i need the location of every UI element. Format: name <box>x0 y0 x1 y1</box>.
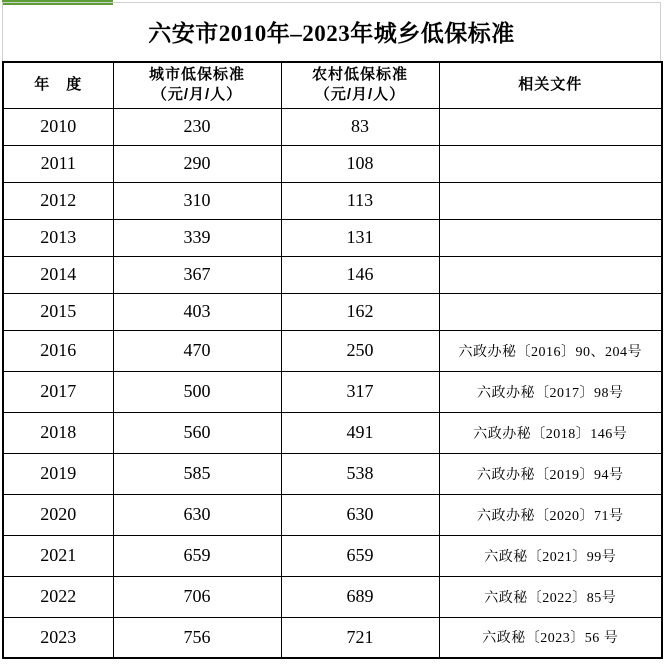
year-cell: 2012 <box>3 182 113 219</box>
related-document-cell: 六政办秘〔2016〕90、204号 <box>439 330 662 371</box>
rural-standard-cell: 146 <box>281 256 439 293</box>
related-document-cell: 六政办秘〔2019〕94号 <box>439 453 662 494</box>
col-header-rural-line1: 农村低保标准 <box>311 66 408 83</box>
rural-standard-cell: 250 <box>281 330 439 371</box>
table-row <box>3 494 662 535</box>
col-header-rural-standard <box>281 62 439 108</box>
year-cell: 2021 <box>3 535 113 576</box>
col-header-related-documents-label: 相关文件 <box>518 76 583 94</box>
col-header-urban-line2: （元/月/人） <box>151 86 243 104</box>
table-body <box>3 108 662 658</box>
related-document-cell <box>439 219 662 256</box>
table-row <box>3 108 662 145</box>
urban-standard-cell: 230 <box>113 108 281 145</box>
table-row <box>3 293 662 330</box>
header-row <box>3 62 662 108</box>
col-header-related-documents <box>439 62 662 108</box>
urban-standard-cell: 560 <box>113 412 281 453</box>
urban-standard-cell: 367 <box>113 256 281 293</box>
table-area <box>2 2 661 659</box>
table-row <box>3 219 662 256</box>
rural-standard-cell: 659 <box>281 535 439 576</box>
table-row <box>3 256 662 293</box>
col-header-year-label: 年 度 <box>34 76 83 94</box>
related-document-cell: 六政秘〔2023〕56 号 <box>439 617 662 658</box>
table-row <box>3 576 662 617</box>
urban-standard-cell: 756 <box>113 617 281 658</box>
col-header-year <box>3 62 113 108</box>
urban-standard-cell: 290 <box>113 145 281 182</box>
rural-standard-cell: 162 <box>281 293 439 330</box>
urban-standard-cell: 403 <box>113 293 281 330</box>
rural-standard-cell: 630 <box>281 494 439 535</box>
table-row <box>3 145 662 182</box>
related-document-cell <box>439 256 662 293</box>
year-cell: 2013 <box>3 219 113 256</box>
urban-standard-cell: 659 <box>113 535 281 576</box>
rural-standard-cell: 689 <box>281 576 439 617</box>
rural-standard-cell: 538 <box>281 453 439 494</box>
col-header-rural-line2: （元/月/人） <box>314 86 406 104</box>
year-cell: 2016 <box>3 330 113 371</box>
col-header-urban-line1: 城市低保标准 <box>148 66 245 83</box>
related-document-cell: 六政秘〔2022〕85号 <box>439 576 662 617</box>
table-row <box>3 412 662 453</box>
table-row <box>3 182 662 219</box>
urban-standard-cell: 706 <box>113 576 281 617</box>
table-row <box>3 617 662 658</box>
related-document-cell: 六政办秘〔2018〕146号 <box>439 412 662 453</box>
rural-standard-cell: 83 <box>281 108 439 145</box>
rural-standard-cell: 108 <box>281 145 439 182</box>
urban-standard-cell: 630 <box>113 494 281 535</box>
related-document-cell: 六政办秘〔2020〕71号 <box>439 494 662 535</box>
year-cell: 2020 <box>3 494 113 535</box>
col-header-urban-standard <box>113 62 281 108</box>
urban-standard-cell: 470 <box>113 330 281 371</box>
year-cell: 2011 <box>3 145 113 182</box>
year-cell: 2018 <box>3 412 113 453</box>
rural-standard-cell: 491 <box>281 412 439 453</box>
year-cell: 2014 <box>3 256 113 293</box>
related-document-cell <box>439 108 662 145</box>
year-cell: 2017 <box>3 371 113 412</box>
rural-standard-cell: 317 <box>281 371 439 412</box>
related-document-cell <box>439 293 662 330</box>
urban-standard-cell: 339 <box>113 219 281 256</box>
urban-standard-cell: 585 <box>113 453 281 494</box>
year-cell: 2022 <box>3 576 113 617</box>
year-cell: 2015 <box>3 293 113 330</box>
rural-standard-cell: 721 <box>281 617 439 658</box>
related-document-cell <box>439 145 662 182</box>
urban-standard-cell: 310 <box>113 182 281 219</box>
rural-standard-cell: 131 <box>281 219 439 256</box>
year-cell: 2019 <box>3 453 113 494</box>
rural-standard-cell: 113 <box>281 182 439 219</box>
related-document-cell: 六政办秘〔2017〕98号 <box>439 371 662 412</box>
standards-table <box>2 61 663 659</box>
related-document-cell <box>439 182 662 219</box>
year-cell: 2023 <box>3 617 113 658</box>
table-title: 六安市2010年–2023年城乡低保标准 <box>2 2 661 61</box>
table-row <box>3 330 662 371</box>
table-row <box>3 371 662 412</box>
urban-standard-cell: 500 <box>113 371 281 412</box>
related-document-cell: 六政秘〔2021〕99号 <box>439 535 662 576</box>
table-row <box>3 453 662 494</box>
year-cell: 2010 <box>3 108 113 145</box>
table-row <box>3 535 662 576</box>
